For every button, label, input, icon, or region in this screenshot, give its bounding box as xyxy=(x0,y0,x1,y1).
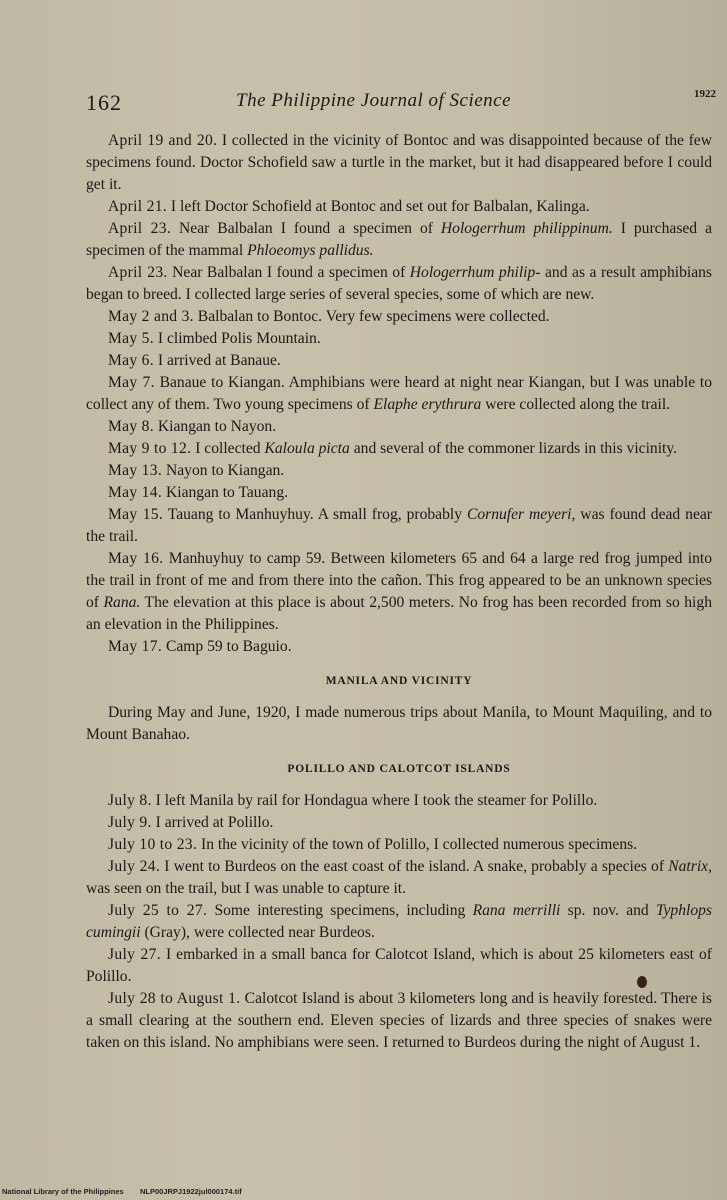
section-heading-manila: MANILA AND VICINITY xyxy=(325,675,473,687)
diary-entry: April 23. Near Balbalan I found a specimen of Hologerrhum philip- and as a result amphibians began to breed. I collected large series of several species, some of which are new. xyxy=(86,264,712,303)
diary-entry: May 17. Camp 59 to Baguio. xyxy=(108,638,292,655)
diary-entry: May 2 and 3. Balbalan to Bontoc. Very few specimens were collected. xyxy=(108,308,550,325)
diary-entry: July 25 to 27. Some interesting specimens, including Rana merrilli sp. nov. and Typhlops cumingii (Gray), were collected near Burdeos. xyxy=(86,902,712,941)
diary-entry: May 14. Kiangan to Tauang. xyxy=(108,484,289,501)
diary-entry: July 28 to August 1. Calotcot Island is about 3 kilometers long and is heavily forested. There is a small clearing at the southern end. Eleven species of lizards and three species of snakes were taken on this island. No amphibians were seen. I returned to Burdeos during the night of August 1. xyxy=(86,990,712,1051)
diary-entry: April 19 and 20. I collected in the vicinity of Bontoc and was disappointed because of the few specimens found. Doctor Schofield saw a turtle in the market, but it had disappeared before I could get it. xyxy=(86,132,712,193)
diary-entry: July 8. I left Manila by rail for Hondagua where I took the steamer for Polillo. xyxy=(108,792,598,809)
diary-entry: May 8. Kiangan to Nayon. xyxy=(108,418,277,435)
diary-entry: May 5. I climbed Polis Mountain. xyxy=(108,330,321,347)
diary-entry: May 16. Manhuyhuy to camp 59. Between kilometers 65 and 64 a large red frog jumped into the trail in front of me and from there into the cañon. This frog appeared to be an unknown species of Rana. The elevation at this place is about 2,500 meters. No frog has been recorded from so high an elevation in the Philippines. xyxy=(86,550,713,633)
year-label: 1922 xyxy=(694,88,716,100)
section-paragraph: During May and June, 1920, I made numerous trips about Manila, to Mount Maquiling, and to Mount Banahao. xyxy=(86,704,712,743)
ink-blot xyxy=(637,976,647,988)
diary-entry: May 7. Banaue to Kiangan. Amphibians were heard at night near Kiangan, but I was unable to collect any of them. Two young specimens of Elaphe erythrura were collected along the trail. xyxy=(86,374,712,413)
diary-entry: April 21. I left Doctor Schofield at Bontoc and set out for Balbalan, Kalinga. xyxy=(108,198,590,215)
article-body xyxy=(86,130,712,1054)
journal-title: The Philippine Journal of Science xyxy=(236,90,512,111)
library-credit: National Library of the Philippines xyxy=(2,1187,124,1196)
page-number: 162 xyxy=(86,90,122,115)
diary-entry: July 24. I went to Burdeos on the east coast of the island. A snake, probably a species of Natrix, was seen on the trail, but I was unable to capture it. xyxy=(86,858,712,897)
file-name: NLP00JRPJ1922jul000174.tif xyxy=(140,1187,242,1196)
diary-entry: May 13. Nayon to Kiangan. xyxy=(108,462,285,479)
scan-footer xyxy=(2,1184,725,1196)
diary-entry: July 9. I arrived at Polillo. xyxy=(108,814,274,831)
diary-entry: July 10 to 23. In the vicinity of the town of Polillo, I collected numerous specimens. xyxy=(108,836,638,853)
diary-entry: May 9 to 12. I collected Kaloula picta and several of the commoner lizards in this vicinity. xyxy=(108,440,678,457)
diary-entry: May 15. Tauang to Manhuyhuy. A small frog, probably Cornufer meyeri, was found dead near the trail. xyxy=(86,506,712,545)
diary-entry: July 27. I embarked in a small banca for Calotcot Island, which is about 25 kilometers east of Polillo. xyxy=(86,946,712,985)
section-heading-polillo: POLILLO AND CALOTCOT ISLANDS xyxy=(287,763,511,775)
page-header xyxy=(86,86,716,126)
diary-entry: May 6. I arrived at Banaue. xyxy=(108,352,281,369)
diary-entry: April 23. Near Balbalan I found a specimen of Hologerrhum philippinum. I purchased a specimen of the mammal Phloeomys pallidus. xyxy=(86,220,712,259)
